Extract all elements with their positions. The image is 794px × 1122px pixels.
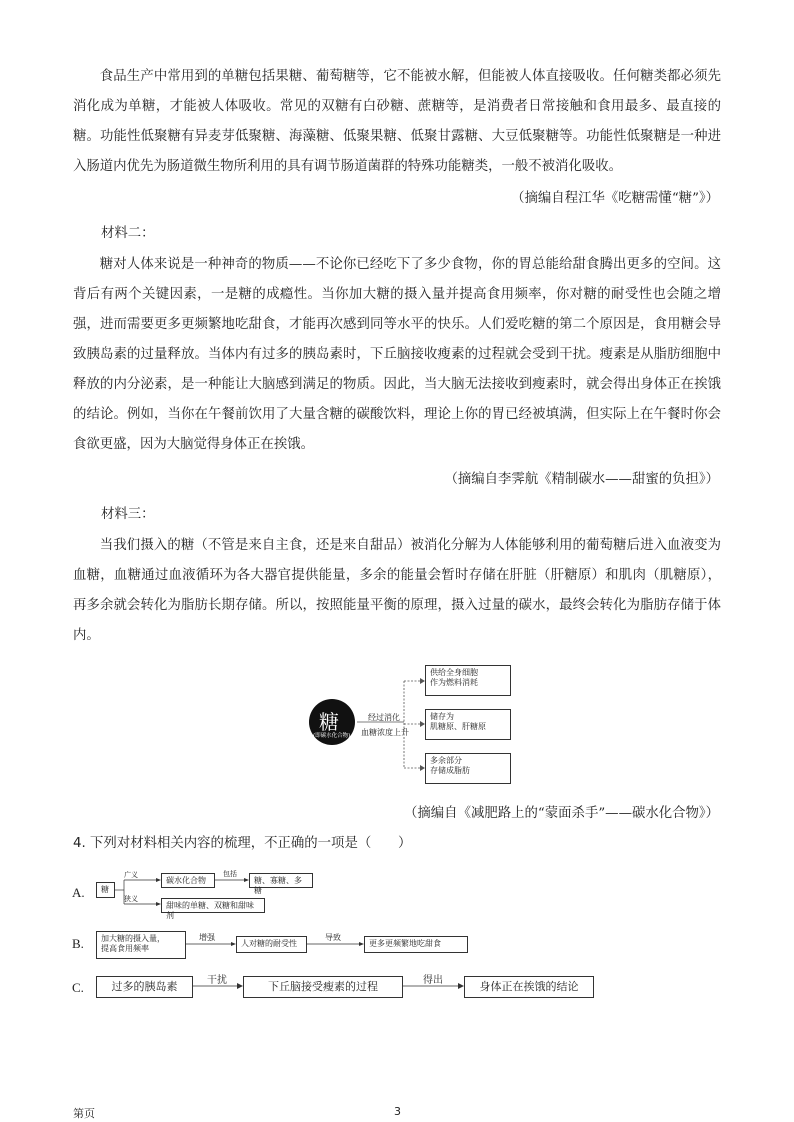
glycogen-box: 储存为 肌糖原、肝糖原 [425,709,511,740]
material-three-paragraph: 当我们摄入的糖（不管是来自主食，还是来自甜品）被消化分解为人体能够利用的葡萄糖后进入血液变为血糖，血糖通过血液循环为各大器官提供能量，多余的能量会暂时存储在肝脏（肝糖原）和肌肉（肌糖原），再多余就会转化为脂肪长期存储。所以，按照能量平衡的原理，摄入过量的碳水，最终会转化为脂肪存储于体内。 [73,538,721,643]
option-a-sugar-box: 糖 [96,882,115,898]
arrow-top-label: 经过消化 [368,713,400,722]
option-c-arrow2-label: 得出 [423,975,443,986]
arrow-bottom-label: 血糖浓度上升 [361,728,409,737]
option-a-types-box: 糖、寡糖、多糖 [249,873,313,888]
option-b-box3: 更多更频繁地吃甜食 [364,936,468,953]
sugar-sub: (即碳水化合物) [313,733,351,739]
fat-box: 多余部分 存储成脂肪 [425,753,511,784]
option-c-box1: 过多的胰岛素 [96,976,193,998]
option-a-include-label: 包括 [223,870,237,878]
option-c-arrow1-label: 干扰 [207,975,227,986]
energy-box: 供给全身细胞 作为燃料消耗 [425,665,511,696]
option-a-carb-box: 碳水化合物 [161,873,215,888]
source-citation-2: （摘编自李霁航《精制碳水——甜蜜的负担》） [444,472,719,487]
page-number: 3 [394,1105,401,1118]
question-4: 4. 下列对材料相关内容的梳理，不正确的一项是（ ） [73,836,412,851]
material-three-heading: 材料三： [101,507,155,522]
option-a-broad-label: 广义 [124,871,138,879]
source-citation-3: （摘编自《减肥路上的“蒙面杀手”——碳水化合物》） [404,806,719,821]
option-a-label: A. [72,885,85,900]
material-one-paragraph: 食品生产中常用到的单糖包括果糖、葡萄糖等，它不能被水解，但能被人体直接吸收。任何糖类都必须先消化成为单糖，才能被人体吸收。常见的双糖有白砂糖、蔗糖等，是消费者日常接触和食用最多、最直接的糖。功能性低聚糖有异麦芽低聚糖、海藻糖、低聚果糖、低聚甘露糖、大豆低聚糖等。功能性低聚糖是一种进入肠道内优先为肠道微生物所利用的具有调节肠道菌群的特殊功能糖类，一般不被消化吸收。 [73,69,721,174]
option-b-arrow1-label: 增强 [199,933,215,942]
option-b-arrow2-label: 导致 [325,933,341,942]
material-two-heading: 材料二： [101,226,155,241]
option-c-box2: 下丘脑接受瘦素的过程 [243,976,403,998]
option-a-sweet-box: 甜味的单糖、双糖和甜味剂 [161,898,265,913]
option-c-label: C. [72,980,84,995]
material-two-paragraph: 糖对人体来说是一种神奇的物质——不论你已经吃下了多少食物，你的胃总能给甜食腾出更多的空间。这背后有两个关键因素，一是糖的成瘾性。当你加大糖的摄入量并提高食用频率，你对糖的耐受性也会随之增强，进而需要更多更频繁地吃甜食，才能再次感到同等水平的快乐。人们爱吃糖的第二个原因是，食用糖会导致胰岛素的过量释放。当体内有过多的胰岛素时，下丘脑接收瘦素的过程就会受到干扰。瘦素是从脂肪细胞中释放的内分泌素，是一种能让大脑感到满足的物质。因此，当大脑无法接收到瘦素时，就会得出身体正在挨饿的结论。例如，当你在午餐前饮用了大量含糖的碳酸饮料，理论上你的胃已经被填满，但实际上在午餐时你会食欲更盛，因为大脑觉得身体正在挨饿。 [73,257,721,452]
option-c-box3: 身体正在挨饿的结论 [464,976,594,998]
footer-label: 第页 [73,1107,95,1120]
source-citation-1: （摘编自程江华《吃糖需懂“糖”》） [511,191,719,206]
option-a-narrow-label: 狭义 [124,895,138,903]
option-b-box1: 加大糖的摄入量， 提高食用频率 [96,931,186,959]
sugar-char: 糖 [319,710,339,734]
option-b-box2: 人对糖的耐受性 [236,936,307,953]
option-b-label: B. [72,936,84,951]
